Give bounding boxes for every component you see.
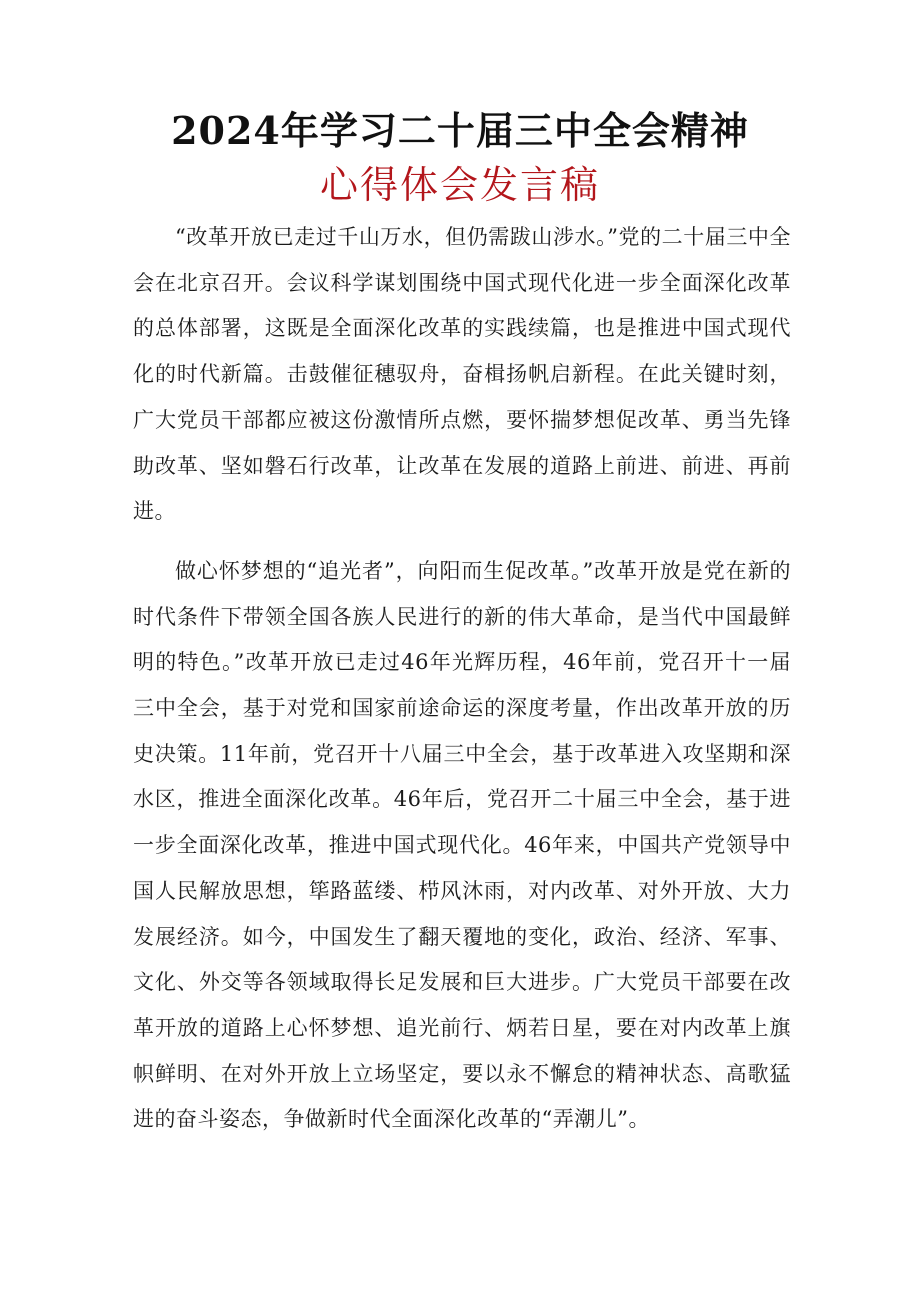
paragraph-2: 做心怀梦想的“追光者”，向阳而生促改革。”改革开放是党在新的时代条件下带领全国各族人民进行的新的伟大革命，是当代中国最鲜明的特色。”改革开放已走过46年光辉历程，46年前，党召开十一届三中全会，基于对党和国家前途命运的深度考量，作出改革开放的历史决策。11年前，党召开十八届三中全会，基于改革进入攻坚期和深水区，推进全面深化改革。46年后，党召开二十届三中全会，基于进一步全面深化改革，推进中国式现代化。46年来，中国共产党领导中国人民解放思想，筚路蓝缕、栉风沐雨，对内改革、对外开放、大力发展经济。如今，中国发生了翻天覆地的变化，政治、经济、军事、文化、外交等各领域取得长足发展和巨大进步。广大党员干部要在改革开放的道路上心怀梦想、追光前行、炳若日星，要在对内改革上旗帜鲜明、在对外开放上立场坚定，要以永不懈怠的精神状态、高歌猛进的奋斗姿态，争做新时代全面深化改革的“弄潮儿”。 [133,558,791,1132]
document-subtitle: 心得体会发言稿 [319,163,600,207]
paragraph-1: “改革开放已走过千山万水，但仍需跋山涉水。”党的二十届三中全会在北京召开。会议科学谋划围绕中国式现代化进一步全面深化改革的总体部署，这既是全面深化改革的实践续篇，也是推进中国式现代化的时代新篇。击鼓催征穗驭舟，奋楫扬帆启新程。在此关键时刻，广大党员干部都应被这份激情所点燃，要怀揣梦想促改革、勇当先锋助改革、坚如磐石行改革，让改革在发展的道路上前进、前进、再前进。 [133,225,791,524]
document-title: 2024年学习二十届三中全会精神 [171,108,749,153]
document-body [133,215,791,1143]
